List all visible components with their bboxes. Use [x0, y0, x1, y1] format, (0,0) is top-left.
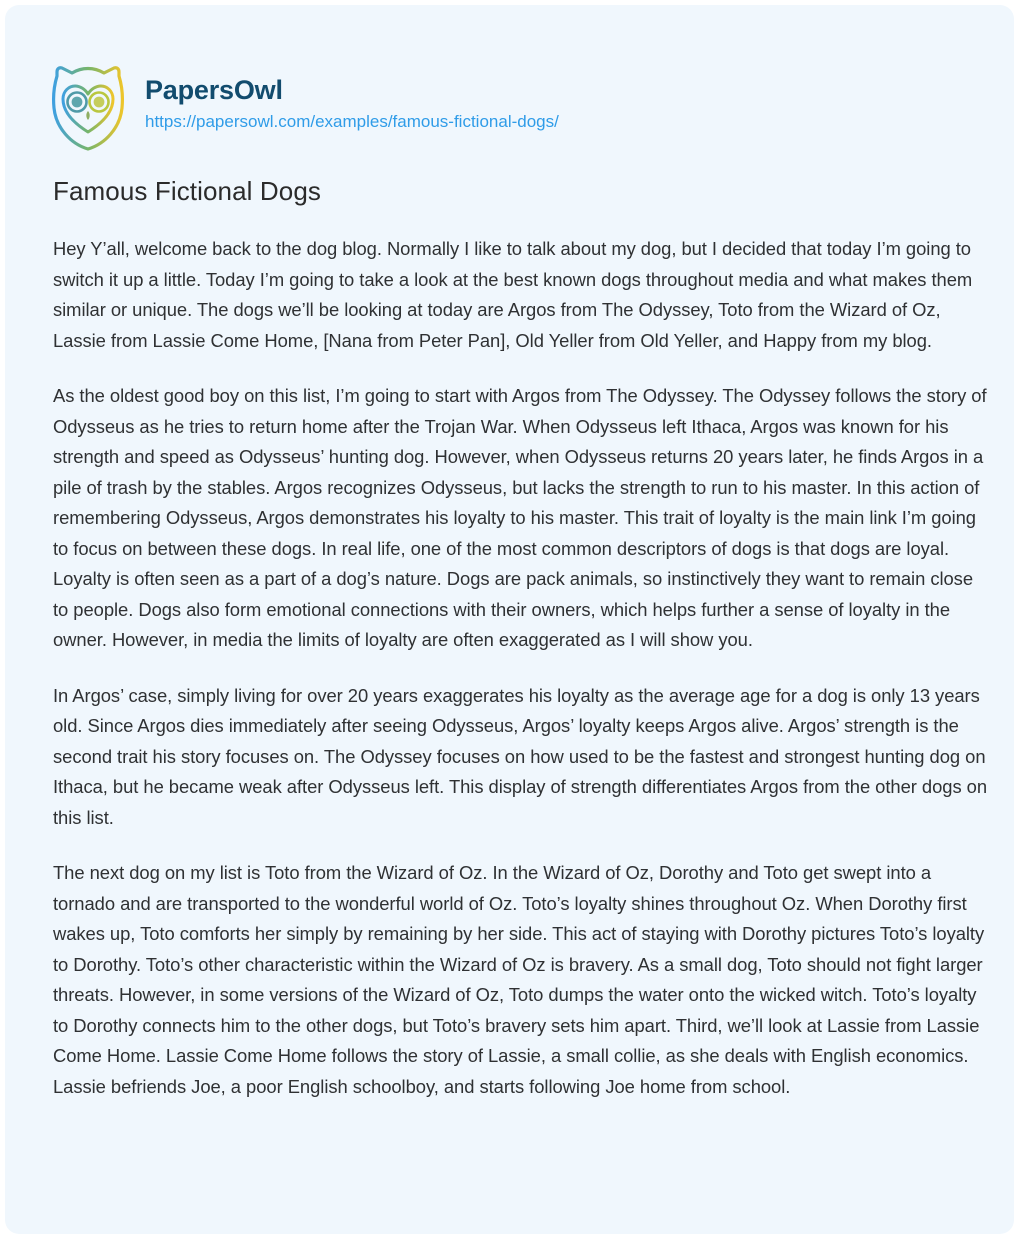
- article-paragraph: The next dog on my list is Toto from the Wizard of Oz. In the Wizard of Oz, Dorothy and Toto get swept into a tornado and are transported to the wonderful world of Oz. Toto’s loyalty shines throughout Oz. When Dorothy first wakes up, Toto comforts her simply by remaining by her side. This act of staying with Dorothy pictures Toto’s loyalty to Dorothy. Toto’s other characteristic within the Wizard of Oz is bravery. As a small dog, Toto should not fight larger threats. However, in some versions of the Wizard of Oz, Toto dumps the water onto the wicked witch. Toto’s loyalty to Dorothy connects him to the other dogs, but Toto’s bravery sets him apart. Third, we’ll look at Lassie from Lassie Come Home. Lassie Come Home follows the story of Lassie, a small collie, as she deals with English economics. Lassie befriends Joe, a poor English schoolboy, and starts following Joe home from school.: [53, 862, 985, 1097]
- brand-block: [145, 76, 559, 132]
- site-url-link[interactable]: https://papersowl.com/examples/famous-fictional-dogs/: [145, 111, 559, 131]
- article-paragraph: As the oldest good boy on this list, I’m going to start with Argos from The Odyssey. The Odyssey follows the story of Odysseus as he tries to return home after the Trojan War. When Odysseus left Ithaca, Argos was known for his strength and speed as Odysseus’ hunting dog. However, when Odysseus returns 20 years later, he finds Argos in a pile of trash by the stables. Argos recognizes Odysseus, but lacks the strength to run to his master. In this action of remembering Odysseus, Argos demonstrates his loyalty to his master. This trait of loyalty is the main link I’m going to focus on between these dogs. In real life, one of the most common descriptors of dogs is that dogs are loyal. Loyalty is often seen as a part of a dog’s nature. Dogs are pack animals, so instinctively they want to remain close to people. Dogs also form emotional connections with their owners, which helps further a sense of loyalty in the owner. However, in media the limits of loyalty are often exaggerated as I will show you.: [53, 385, 987, 650]
- site-header: [45, 54, 559, 154]
- brand-name: PapersOwl: [145, 74, 283, 105]
- page-card: [5, 5, 1014, 1234]
- owl-logo-icon: [45, 54, 131, 154]
- page-title: Famous Fictional Dogs: [53, 176, 321, 206]
- article-body: [53, 234, 993, 1102]
- article-paragraph: In Argos’ case, simply living for over 20 years exaggerates his loyalty as the average age for a dog is only 13 years old. Since Argos dies immediately after seeing Odysseus, Argos’ loyalty keeps Argos alive. Argos’ strength is the second trait his story focuses on. The Odyssey focuses on how used to be the fastest and strongest hunting dog on Ithaca, but he became weak after Odysseus left. This display of strength differentiates Argos from the other dogs on this list.: [53, 684, 988, 828]
- article-paragraph: Hey Y’all, welcome back to the dog blog. Normally I like to talk about my dog, but I decided that today I’m going to switch it up a little. Today I’m going to take a look at the best known dogs throughout media and what makes them similar or unique. The dogs we’ll be looking at today are Argos from The Odyssey, Toto from the Wizard of Oz, Lassie from Lassie Come Home, [Nana from Peter Pan], Old Yeller from Old Yeller, and Happy from my blog.: [53, 238, 973, 351]
